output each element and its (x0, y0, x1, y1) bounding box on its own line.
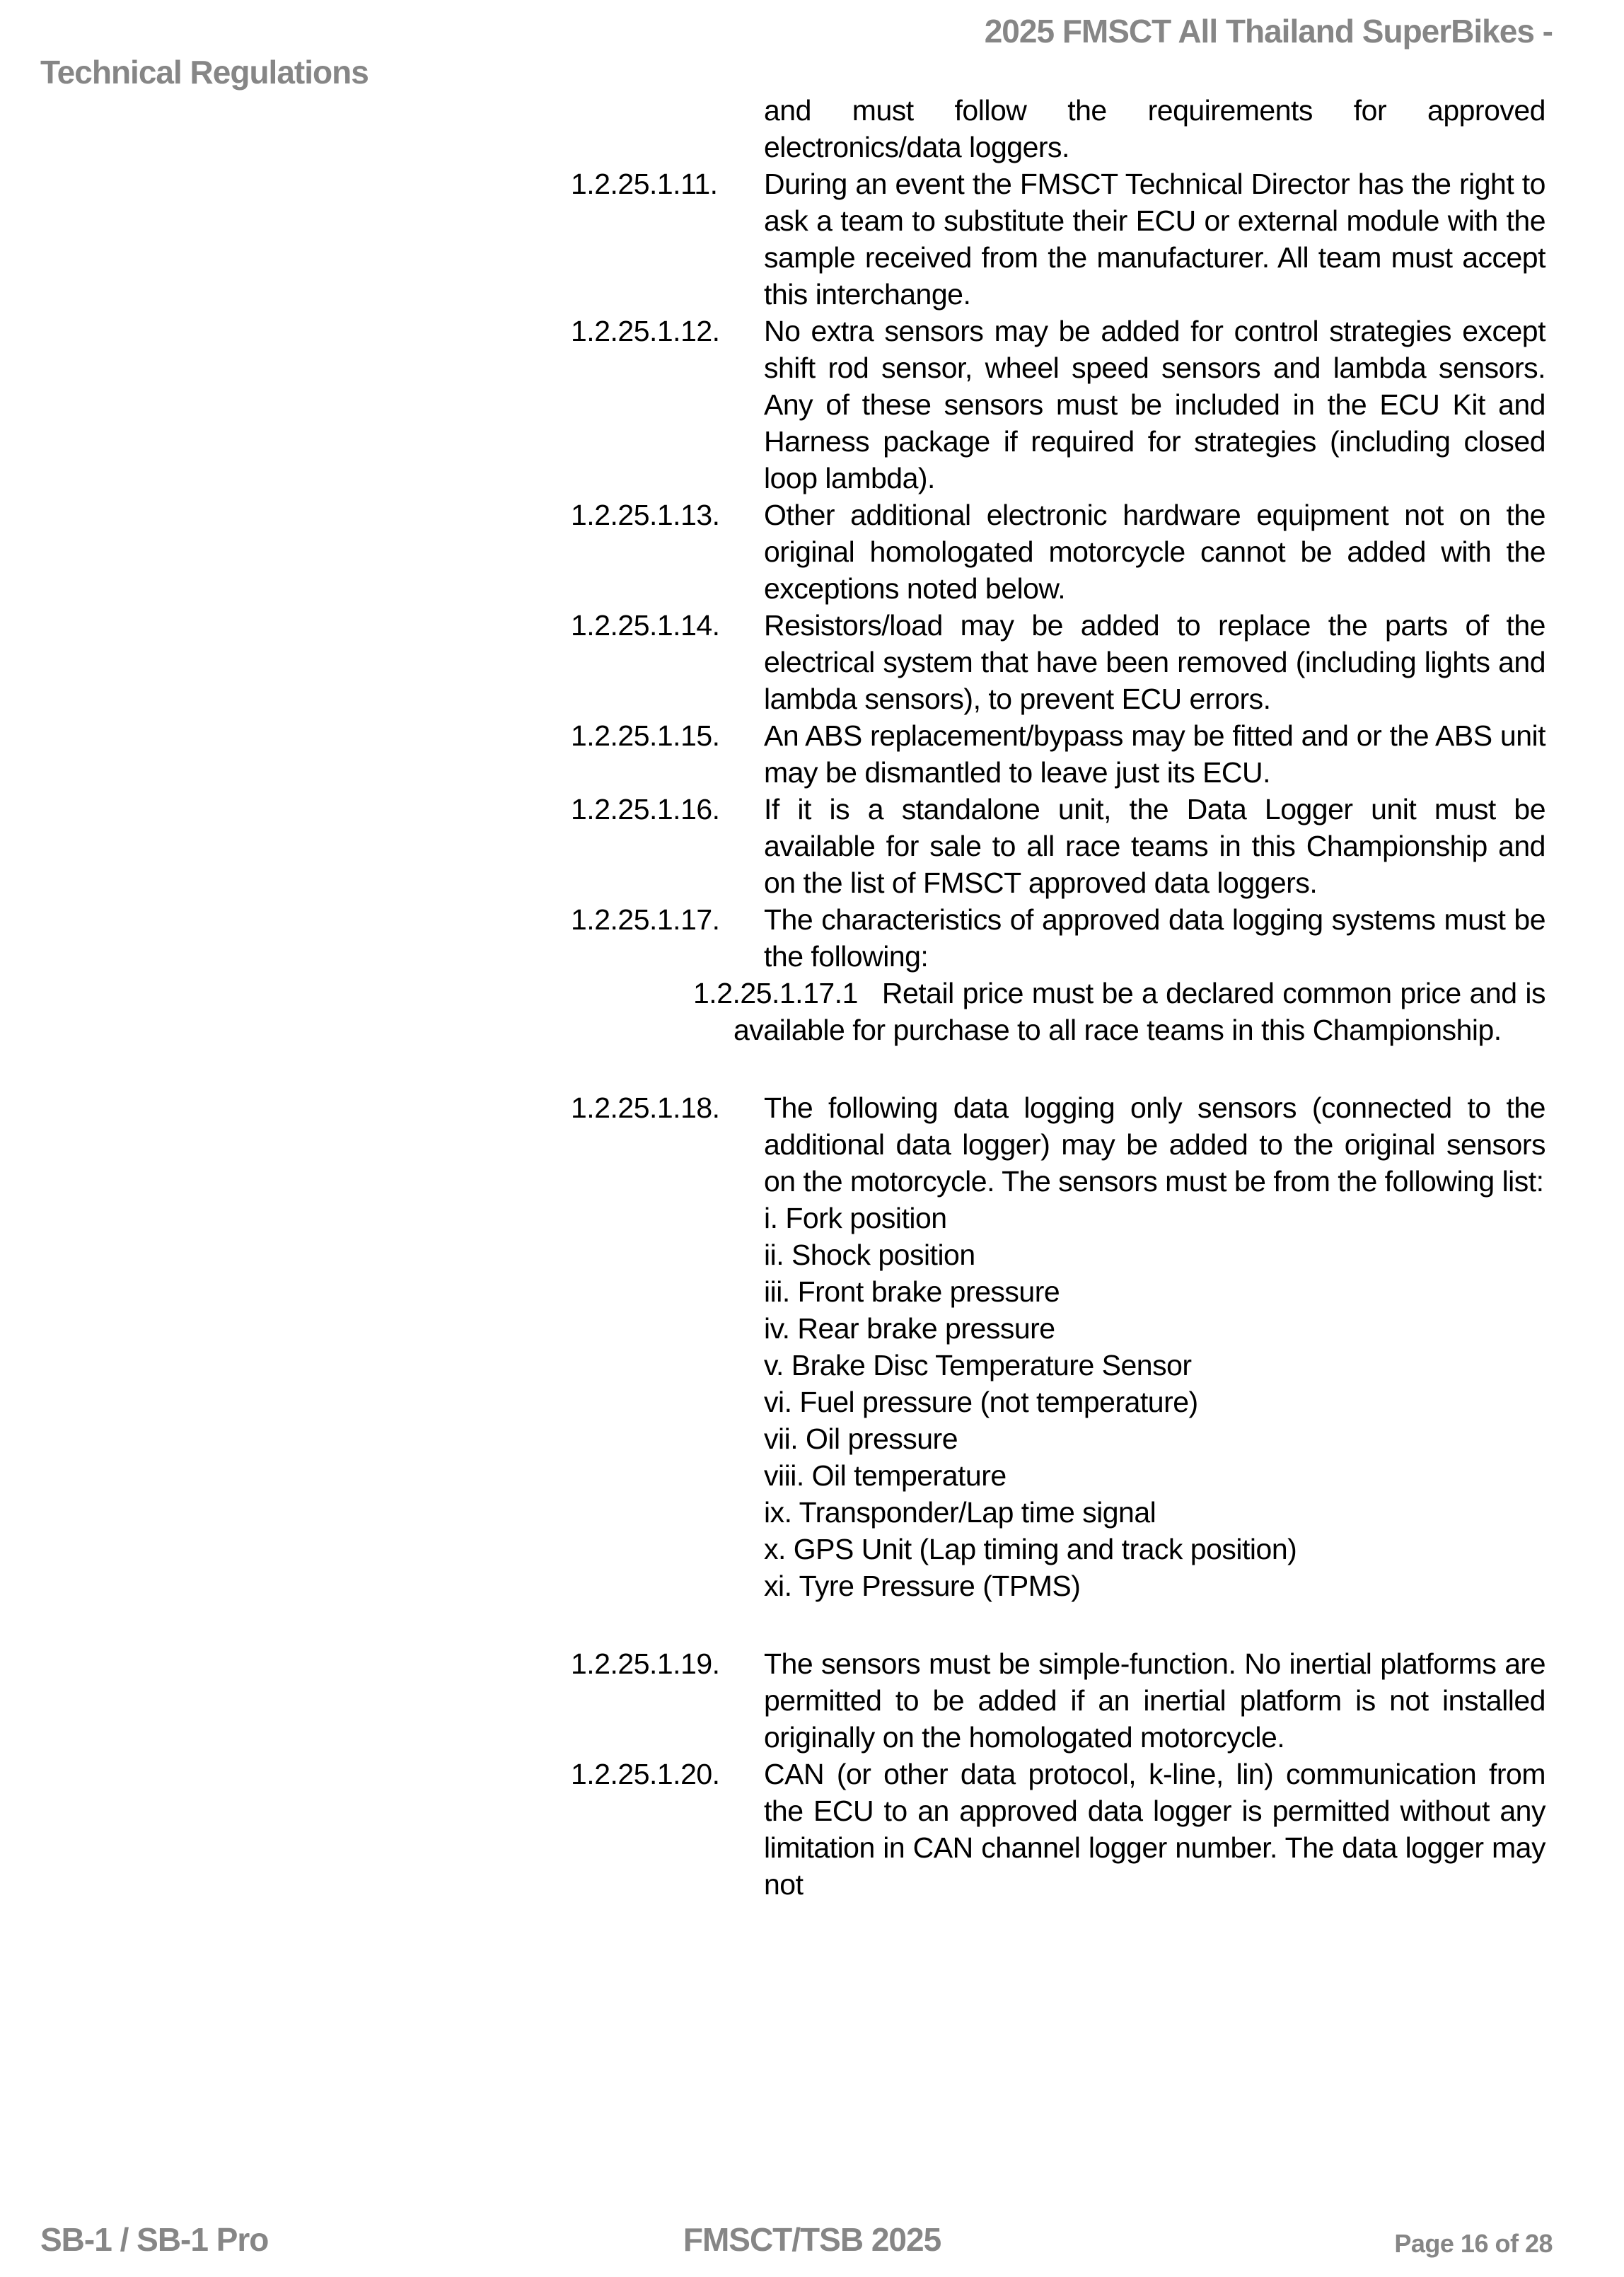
sensor-list-item: ix. Transponder/Lap time signal (764, 1496, 1156, 1529)
regulation-item-11 (571, 166, 1545, 313)
item-text: The sensors must be simple-function. No inertial platforms are permitted to be added if an inertial platform is not installed originally on the homologated motorcycle. (764, 1647, 1545, 1754)
item-text: Resistors/load may be added to replace the parts of the electrical system that have been removed (including lights and lambda sensors), to prevent ECU errors. (764, 609, 1545, 715)
document-body (571, 92, 1545, 1903)
item-text: The characteristics of approved data logging systems must be the following: (764, 903, 1545, 973)
item-text: If it is a standalone unit, the Data Logger unit must be available for sale to all race teams in this Championship and on the list of FMSCT approved data loggers. (764, 793, 1545, 899)
item-number: 1.2.25.1.15. (571, 719, 720, 752)
regulation-subitem-17-1 (571, 975, 1545, 1048)
sensor-list-item: x. GPS Unit (Lap timing and track position) (764, 1533, 1297, 1565)
item-number: 1.2.25.1.18. (571, 1091, 720, 1124)
regulation-item-19 (571, 1645, 1545, 1756)
regulation-item-17 (571, 901, 1545, 975)
item-number: 1.2.25.1.16. (571, 793, 720, 825)
sensor-list-item: xi. Tyre Pressure (TPMS) (764, 1570, 1081, 1602)
item-text: Other additional electronic hardware equipment not on the original homologated motorcycle cannot be added with the exceptions noted below. (764, 499, 1545, 605)
sensor-list-item: v. Brake Disc Temperature Sensor (764, 1349, 1192, 1381)
item-number: 1.2.25.1.13. (571, 499, 720, 531)
sensor-list-item: iii. Front brake pressure (764, 1275, 1060, 1308)
item-text: CAN (or other data protocol, k-line, lin) communication from the ECU to an approved data logger is permitted without any limitation in CAN channel logger number. The data logger may not (764, 1758, 1545, 1901)
footer-doc-label: FMSCT/TSB 2025 (683, 2221, 941, 2258)
regulation-item-14 (571, 607, 1545, 717)
regulation-item-20 (571, 1756, 1545, 1903)
regulation-item-18 (571, 1089, 1545, 1200)
sensor-list-item: iv. Rear brake pressure (764, 1312, 1055, 1345)
page-header-title: 2025 FMSCT All Thailand SuperBikes - (984, 13, 1553, 50)
item-number: 1.2.25.1.12. (571, 315, 720, 347)
item-number: 1.2.25.1.17. (571, 903, 720, 936)
item-number: 1.2.25.1.20. (571, 1758, 720, 1790)
footer-class-label: SB-1 / SB-1 Pro (40, 2221, 269, 2258)
item-text: During an event the FMSCT Technical Director has the right to ask a team to substitute their ECU or external module with the sample received from the manufacturer. All team must accept this interchange. (764, 168, 1545, 311)
paragraph-continuation: and must follow the requirements for approved electronics/data loggers. (764, 94, 1545, 163)
item-text: The following data logging only sensors (connected to the additional data logger) may be added to the original sensors on the motorcycle. The sensors must be from the following list: (764, 1091, 1545, 1198)
regulation-item-13 (571, 497, 1545, 607)
regulation-item-15 (571, 717, 1545, 791)
item-number: 1.2.25.1.11. (571, 168, 718, 200)
sensor-list-item: vii. Oil pressure (764, 1423, 958, 1455)
subitem-text: Retail price must be a declared common price and is available for purchase to all race teams in this Championship. (733, 977, 1545, 1046)
page-header-subtitle: Technical Regulations (40, 54, 369, 91)
sensor-list-item: viii. Oil temperature (764, 1459, 1007, 1492)
sensor-list-item: vi. Fuel pressure (not temperature) (764, 1386, 1198, 1418)
regulation-item-12 (571, 313, 1545, 497)
item-text: An ABS replacement/bypass may be fitted and or the ABS unit may be dismantled to leave just its ECU. (764, 719, 1545, 789)
subitem-number: 1.2.25.1.17.1 (693, 977, 858, 1009)
item-number: 1.2.25.1.19. (571, 1647, 720, 1680)
footer-page-number: Page 16 of 28 (1394, 2229, 1553, 2258)
regulation-item-16 (571, 791, 1545, 901)
sensor-list-item: ii. Shock position (764, 1239, 975, 1271)
item-number: 1.2.25.1.14. (571, 609, 720, 642)
sensor-list-item: i. Fork position (764, 1202, 947, 1234)
item-text: No extra sensors may be added for control strategies except shift rod sensor, wheel speed sensors and lambda sensors. Any of these sensors must be included in the ECU Kit and Harness package if required for strategies (including closed loop lambda). (764, 315, 1545, 494)
